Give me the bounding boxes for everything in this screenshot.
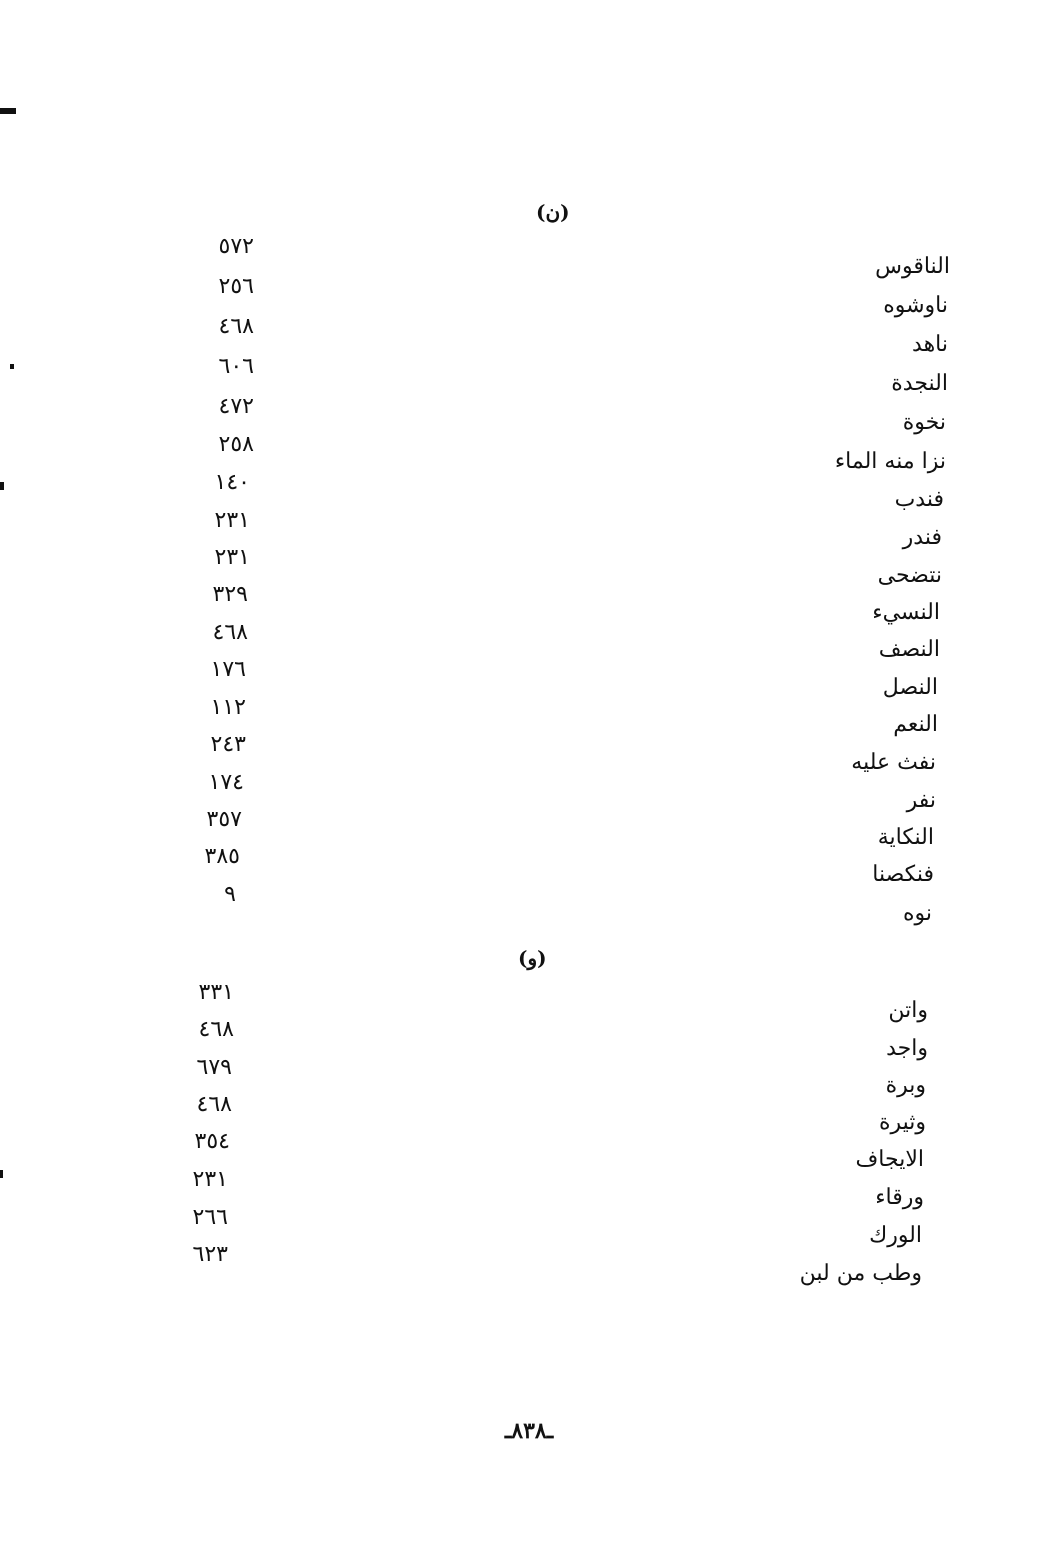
index-term: النصل xyxy=(882,675,938,700)
page-number: ٢٥٨ xyxy=(218,432,254,457)
index-term: نفر xyxy=(906,788,936,813)
index-term: نوه xyxy=(902,901,932,926)
page-number: ٢٤٣ xyxy=(210,732,246,757)
scan-mark xyxy=(0,1170,3,1178)
page-number: ٦٧٩ xyxy=(196,1055,232,1080)
page-number: ٢٣١ xyxy=(214,508,250,533)
index-term: وبرة xyxy=(885,1073,926,1098)
index-term: فندب xyxy=(894,487,944,512)
page-number: ٤٦٨ xyxy=(198,1017,234,1042)
page-number: ٤٦٨ xyxy=(218,314,254,339)
index-term: الايجاف xyxy=(855,1147,924,1172)
page-number: ٢٣١ xyxy=(214,545,250,570)
index-term: النجدة xyxy=(891,371,948,396)
page-number: ٦٠٦ xyxy=(218,354,254,379)
page-number: ١٧٦ xyxy=(210,657,246,682)
index-term: واتن xyxy=(888,998,928,1023)
index-term: فنكصنا xyxy=(872,862,934,887)
index-term: النسيء xyxy=(872,600,940,625)
page-number: ٥٧٢ xyxy=(218,234,254,259)
page-number: ٣٥٤ xyxy=(194,1129,230,1154)
scan-mark xyxy=(0,108,16,114)
section-header-waw: (و) xyxy=(518,946,547,970)
page-number: ١٤٠ xyxy=(214,470,250,495)
page-number: ٢٣١ xyxy=(192,1167,228,1192)
page-footer-number: ـ٨٣٨ـ xyxy=(504,1418,554,1444)
index-term: الورك xyxy=(869,1223,922,1248)
scan-mark xyxy=(0,482,4,490)
index-term: واجد xyxy=(886,1036,928,1061)
index-term: الناقوس xyxy=(875,254,950,279)
page-number: ١٧٤ xyxy=(208,770,244,795)
index-term: ورقاء xyxy=(875,1185,924,1210)
page-number: ٣٨٥ xyxy=(204,844,240,869)
page-number: ٣٣١ xyxy=(198,980,234,1005)
page-number: ٤٧٢ xyxy=(218,394,254,419)
index-term: نتضحى xyxy=(877,563,942,588)
page-number: ١١٢ xyxy=(210,695,246,720)
index-term: النعم xyxy=(893,712,938,737)
index-term: وطب من لبن xyxy=(799,1261,922,1286)
page-number: ٤٦٨ xyxy=(212,620,248,645)
index-term: نزا منه الماء xyxy=(834,449,946,474)
page-number: ٣٢٩ xyxy=(212,582,248,607)
scan-mark xyxy=(10,364,14,369)
index-term: النصف xyxy=(878,637,940,662)
index-term: ناهد xyxy=(912,332,948,357)
section-header-nun: (ن) xyxy=(536,200,570,224)
page-number: ٦٢٣ xyxy=(192,1242,228,1267)
page-number: ٢٦٦ xyxy=(192,1205,228,1230)
page-number: ٢٥٦ xyxy=(218,274,254,299)
index-term: وثيرة xyxy=(878,1110,926,1135)
page-number: ٤٦٨ xyxy=(196,1092,232,1117)
index-term: فندر xyxy=(902,525,942,550)
page-number: ٩ xyxy=(224,882,236,907)
index-term: نخوة xyxy=(902,410,946,435)
index-term: نفث عليه xyxy=(851,750,936,775)
index-term: ناوشوه xyxy=(883,293,948,318)
page-number: ٣٥٧ xyxy=(206,807,242,832)
index-term: النكاية xyxy=(877,825,934,850)
